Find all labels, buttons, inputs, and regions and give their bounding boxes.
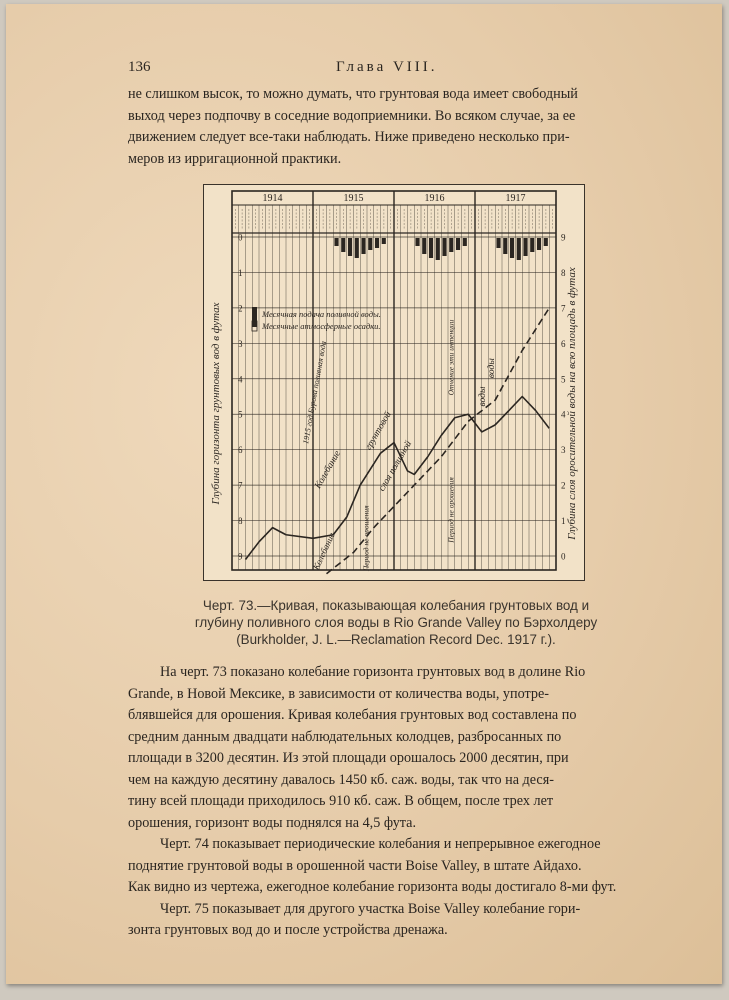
intro-line: движением следует все-таки наблюдать. Ниже приведено несколько при- <box>128 129 570 145</box>
irrigation-bar <box>415 238 419 246</box>
body-line: зонта грунтовых вод до и после устройства дренажа. <box>128 922 448 938</box>
irrigation-bar <box>375 238 379 248</box>
chart-annotation: Колебание <box>310 530 337 572</box>
right-tick-label: 6 <box>561 338 566 349</box>
intro-line: выход через подпочву в соседние водоприемники. Во всяком случае, за ее <box>128 107 576 124</box>
year-label: 1915 <box>343 193 364 204</box>
figure-caption <box>181 597 611 648</box>
chart-annotation: грунтовой <box>363 410 394 452</box>
chart-annotation: Период не орошения <box>446 477 456 543</box>
chart-annotation: Отчение эти интенции <box>446 319 456 396</box>
right-tick-label: 3 <box>561 445 566 456</box>
body-line: площади в 3200 десятин. Из этой площади орошалось 2000 десятин, при <box>128 750 569 766</box>
legend-irrigation: Месячная подача поливной воды. <box>262 309 381 319</box>
body-line: блявшейся для орошения. Кривая колебания грунтовых вод составлена по <box>128 707 577 723</box>
intro-paragraph <box>128 84 648 170</box>
irrigation-bar <box>503 238 507 254</box>
body-line: чем на каждую десятину давалось 1450 кб. саж. воды, так что на деся- <box>128 771 554 788</box>
body-line: Черт. 74 показывает периодические колебания и непрерывное ежегодное <box>160 836 601 852</box>
figure-73 <box>203 184 585 581</box>
irrigation-bar <box>456 238 460 250</box>
legend-precipitation: Месячные атмосферные осадки. <box>262 321 381 331</box>
chart-annotation: воды <box>478 386 489 407</box>
right-tick-label: 5 <box>561 374 566 385</box>
left-tick-label: 1 <box>238 267 243 278</box>
chart-annotation: воды <box>486 358 497 379</box>
irrigation-bar <box>510 238 514 258</box>
chart-annotation: Период не орошения <box>361 505 371 572</box>
caption-line: глубину поливного слоя воды в Rio Grande Valley по Бэрхолдеру <box>194 615 598 630</box>
irrigation-bar <box>523 238 527 256</box>
irrigation-bar <box>361 238 365 254</box>
irrigation-bar <box>436 238 440 260</box>
irrigation-bar <box>429 238 433 258</box>
body-line: Черт. 75 показывает для другого участка Boise Valley колебание гори- <box>160 900 581 917</box>
body-line: орошения, горизонт воды поднялся на 4,5 фута. <box>128 814 417 831</box>
left-tick-label: 9 <box>238 551 243 562</box>
irrigation-bar <box>530 238 534 252</box>
left-tick-label: 4 <box>238 374 243 385</box>
irrigation-bar <box>334 238 338 246</box>
body-line: тину всей площади приходилось 910 кб. саж. В общем, после трех лет <box>128 793 554 809</box>
caption-line: Черт. 73.—Кривая, показывающая колебания грунтовых вод и <box>202 598 590 613</box>
page-number: 136 <box>128 59 151 75</box>
right-tick-label: 1 <box>561 516 566 527</box>
left-tick-label: 2 <box>238 303 243 314</box>
body-paragraphs <box>128 662 648 942</box>
irrigation-bar <box>382 238 386 244</box>
irrigation-bar <box>496 238 500 248</box>
right-tick-label: 4 <box>561 409 566 420</box>
irrigation-bar <box>537 238 541 250</box>
right-tick-label: 2 <box>561 480 566 491</box>
right-tick-label: 7 <box>561 303 566 314</box>
irrigation-bar <box>368 238 372 250</box>
irrigation-bar <box>422 238 426 254</box>
body-line: средним данным двадцати наблюдательных колодцев, разбросанных по <box>128 728 562 745</box>
body-line: Как видно из чертежа, ежегодное колебание горизонта воды достигало 8-ми фут. <box>128 879 617 895</box>
body-line: Grande, в Новой Мексике, в зависимости от количества воды, употре- <box>128 685 549 702</box>
right-tick-label: 8 <box>561 267 566 278</box>
irrigation-bar <box>449 238 453 252</box>
chart-annotation: 1915 год Бурова поливная вода <box>301 340 329 445</box>
irrigation-bar <box>341 238 345 252</box>
chart-annotation: слоя поливной <box>377 439 415 494</box>
left-tick-label: 0 <box>238 232 243 243</box>
caption-line: (Burkholder, J. L.—Reclamation Record Dec. 1917 г.). <box>236 632 556 647</box>
legend-swatch-irrigation <box>252 307 257 327</box>
year-label: 1917 <box>505 193 526 204</box>
irrigation-bar <box>517 238 521 260</box>
book-page <box>6 4 722 984</box>
irrigation-bar <box>544 238 548 246</box>
irrigation-bar <box>463 238 467 246</box>
left-axis-label: Глубина горизонта грунтовых вод в футах <box>210 302 222 505</box>
chapter-heading: Глава VIII. <box>336 59 438 75</box>
irrigation-bar <box>348 238 352 256</box>
left-tick-label: 3 <box>238 338 243 349</box>
year-label: 1914 <box>262 193 283 204</box>
irrigation-bar <box>355 238 359 258</box>
left-tick-label: 5 <box>238 409 243 420</box>
body-line: На черт. 73 показано колебание горизонта грунтовых вод в долине Rio <box>160 664 586 680</box>
chart-annotation: Колебание <box>313 449 344 491</box>
intro-line: меров из ирригационной практики. <box>128 150 342 167</box>
left-tick-label: 6 <box>238 445 243 456</box>
right-tick-label: 0 <box>561 551 566 562</box>
irrigation-bar <box>442 238 446 256</box>
year-label: 1916 <box>424 193 445 204</box>
left-tick-label: 7 <box>238 480 243 491</box>
right-tick-label: 9 <box>561 232 566 243</box>
right-axis-label: Глубина слоя оросительной воды на всю площадь в футах <box>566 267 578 540</box>
left-tick-label: 8 <box>238 516 243 527</box>
body-line: поднятие грунтовой воды в орошенной части Boise Valley, в штате Айдахо. <box>128 857 582 874</box>
intro-line: не слишком высок, то можно думать, что грунтовая вода имеет свободный <box>128 86 578 102</box>
groundwater-curve <box>246 397 550 560</box>
groundwater-chart <box>204 185 584 580</box>
